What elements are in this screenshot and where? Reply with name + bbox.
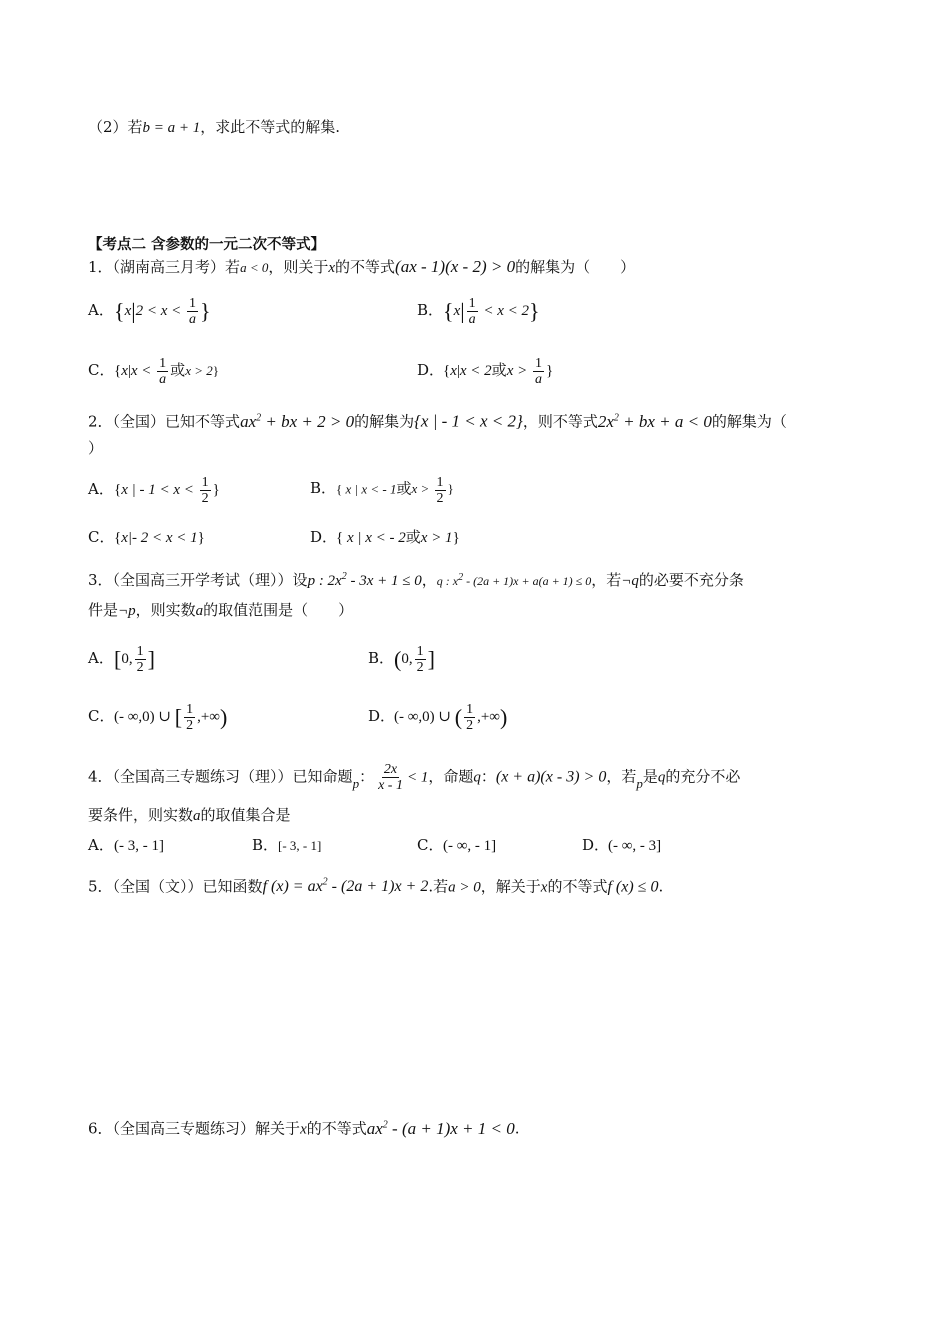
q1-text-mid: ，则关于 bbox=[268, 258, 329, 276]
q3-number: 3． bbox=[88, 571, 113, 589]
q4-option-c bbox=[417, 835, 496, 856]
q1-option-a-label: A． bbox=[88, 300, 114, 319]
section-heading: 【考点二 含参数的一元二次不等式】 bbox=[88, 237, 326, 253]
q4-ineq: (x + a)(x - 3) > 0 bbox=[495, 768, 607, 786]
q6-text2: 的不等式 bbox=[306, 1119, 367, 1138]
q3-option-d-label: D． bbox=[368, 706, 396, 725]
q3-not-p: ¬p bbox=[118, 603, 136, 619]
q5-function: f $(x) = ax^2 - (2a + 1)x + 2$ bbox=[262, 877, 429, 896]
q6-text1: （全国高三专题练习）解关于 bbox=[112, 1119, 301, 1138]
question-4 bbox=[88, 762, 740, 793]
q4-line2b: 的取值集合是 bbox=[200, 806, 291, 824]
q4-text2: ，命题 bbox=[428, 767, 474, 786]
q2-option-d-label: D． bbox=[310, 528, 338, 546]
q3-text3: 的必要不充分条 bbox=[638, 571, 744, 589]
q2-text1: （全国）已知不等式 bbox=[112, 412, 241, 431]
q4-colon: ： bbox=[359, 767, 375, 786]
q4-q: q bbox=[473, 769, 481, 786]
q4-option-b-label: B． bbox=[252, 836, 279, 854]
q3-p: p : $2x^2 - 3x + 1 \le 0$ bbox=[307, 571, 422, 589]
q1-condition: a < 0 bbox=[240, 260, 269, 275]
q3-option-b-label: B． bbox=[368, 648, 395, 667]
q3-option-c-label: C． bbox=[88, 706, 115, 725]
q1-inequality: (ax - 1)(x - 2) > 0 bbox=[395, 257, 516, 276]
question-5 bbox=[88, 873, 663, 897]
q1-option-b-math: {x| $\frac{1}{a}$ < x < 2} bbox=[443, 296, 540, 327]
q4-option-a bbox=[88, 835, 164, 856]
q4-text5: 的充分不必 bbox=[665, 767, 741, 786]
q4-p2: p bbox=[636, 775, 643, 791]
q4-option-d-label: D． bbox=[582, 836, 610, 854]
q2-option-b-or: 或 bbox=[396, 479, 412, 498]
q5-text1: （全国（文））已知函数 bbox=[112, 877, 263, 896]
part2-line bbox=[88, 117, 340, 138]
q1-option-b-label: B． bbox=[417, 300, 444, 319]
q2-option-d bbox=[310, 527, 460, 548]
q1-option-a-math: {x|2 < x < $\frac{1}{a}$ } bbox=[114, 296, 211, 327]
q4-text1: （全国高三专题练习（理））已知命题 bbox=[112, 767, 353, 786]
q5-ineq: f (x) ≤ 0 bbox=[607, 878, 659, 896]
q4-frac-den: x - 1 bbox=[378, 778, 403, 793]
q1-var: x bbox=[328, 260, 336, 276]
question-4-line2 bbox=[88, 805, 291, 826]
q2-text3: ，则不等式 bbox=[522, 412, 598, 431]
q1-option-c bbox=[88, 356, 219, 387]
q1-option-a bbox=[88, 296, 211, 327]
q1-option-d-math2: x > $\frac{1}{a}$ } bbox=[506, 356, 554, 387]
q3-line2c: 的取值范围是（ ） bbox=[203, 601, 354, 619]
q3-text2: ，若 bbox=[591, 571, 622, 589]
q4-option-c-math: (- ∞, - 1] bbox=[443, 838, 497, 854]
q4-option-b bbox=[252, 835, 321, 856]
q3-option-d-math: (- ∞,0) ∪ ( $\frac{1}{2}$ ,+∞) bbox=[394, 702, 508, 733]
q1-option-c-or: 或 bbox=[170, 360, 186, 379]
q3-option-d bbox=[368, 702, 507, 733]
q2-option-c-math: {x|- 2 < x < 1} bbox=[114, 530, 205, 546]
q3-line2a: 件是 bbox=[88, 601, 119, 619]
q2-option-b-label: B． bbox=[310, 479, 337, 498]
q2-option-c-label: C． bbox=[88, 528, 115, 546]
q5-cond: a > 0 bbox=[448, 879, 481, 896]
q6-end: . bbox=[514, 1119, 520, 1138]
q6-number: 6． bbox=[88, 1119, 113, 1138]
q4-fraction bbox=[376, 762, 405, 793]
q1-tail: 的解集为（ ） bbox=[515, 258, 636, 276]
q2-text4: 的解集为（ bbox=[711, 412, 787, 431]
q5-x: x bbox=[540, 879, 548, 896]
q1-option-d-math: {x|x < 2 bbox=[443, 362, 492, 379]
q5-number: 5． bbox=[88, 877, 113, 896]
q5-text2: .若 bbox=[428, 877, 449, 896]
q5-text3: ，解关于 bbox=[480, 877, 541, 896]
q2-option-c bbox=[88, 527, 205, 548]
q4-option-c-label: C． bbox=[417, 836, 444, 854]
q2-number: 2． bbox=[88, 412, 113, 431]
q3-option-a-label: A． bbox=[88, 648, 114, 667]
q2-ineq1: $ax^2$ + bx + 2 > 0 bbox=[240, 411, 355, 431]
q4-a: a bbox=[193, 808, 201, 824]
q3-option-a-math: [0, $\frac{1}{2}$ ] bbox=[114, 644, 155, 675]
q4-text3: ，若 bbox=[606, 767, 637, 786]
q3-q: q : $x^2 - (2a + 1)x + a(a + 1) \le 0$ bbox=[436, 572, 592, 588]
q2-set: {x | - 1 < x < 2} bbox=[414, 411, 523, 431]
q2-option-a bbox=[88, 475, 220, 506]
q2-close: ） bbox=[88, 439, 104, 457]
q1-option-c-label: C． bbox=[88, 360, 115, 379]
q1-option-d bbox=[417, 356, 553, 387]
q1-text-mid2: 的不等式 bbox=[335, 258, 396, 276]
q6-ineq: $ax^2 - (a + 1)x + 1 < 0$ bbox=[366, 1118, 515, 1138]
question-2 bbox=[88, 408, 787, 432]
q4-lt1: < 1 bbox=[406, 769, 429, 786]
q4-frac-num: 2x bbox=[383, 762, 398, 777]
q3-not-q: ¬q bbox=[621, 573, 639, 589]
part2-expr: b = a + 1 bbox=[142, 120, 201, 136]
q1-option-c-math2: x > 2} bbox=[185, 362, 219, 378]
q2-option-d-math2: x > 1} bbox=[420, 530, 460, 546]
q2-ineq2: $2x^2$ + bx + a < 0 bbox=[597, 411, 712, 431]
q1-source: （湖南高三月考）若 bbox=[112, 258, 241, 276]
part2-suffix: ，求此不等式的解集. bbox=[200, 118, 341, 136]
q1-option-d-label: D． bbox=[417, 360, 445, 379]
q2-option-a-label: A． bbox=[88, 479, 114, 498]
q4-option-b-math: [- 3, - 1] bbox=[278, 838, 322, 853]
part2-label: （2）若 bbox=[88, 118, 143, 136]
q3-line2b: ，则实数 bbox=[135, 601, 196, 619]
q2-option-d-or: 或 bbox=[405, 528, 421, 546]
q4-option-d-math: (- ∞, - 3] bbox=[608, 838, 662, 854]
q5-text4: 的不等式 bbox=[547, 877, 608, 896]
question-1 bbox=[88, 257, 635, 278]
question-3-line2 bbox=[88, 600, 353, 621]
q2-option-d-math: { x | x < - 2 bbox=[336, 530, 406, 546]
q4-option-a-label: A． bbox=[88, 836, 114, 854]
q3-option-a bbox=[88, 644, 155, 675]
q3-option-c-math: (- ∞,0) ∪ [ $\frac{1}{2}$ ,+∞) bbox=[114, 702, 228, 733]
question-6 bbox=[88, 1115, 520, 1140]
q2-option-a-math: {x | - 1 < x < $\frac{1}{2}$ } bbox=[114, 475, 220, 506]
q2-option-b bbox=[310, 475, 454, 506]
q1-option-c-math: {x|x < $\frac{1}{a}$ bbox=[114, 356, 167, 387]
q4-number: 4． bbox=[88, 767, 113, 786]
q2-text2: 的解集为 bbox=[354, 412, 415, 431]
q4-option-d bbox=[582, 835, 661, 856]
q6-x: x bbox=[300, 1121, 307, 1138]
q3-option-b bbox=[368, 644, 435, 675]
q5-end: . bbox=[658, 877, 664, 896]
q3-text1: （全国高三开学考试（理））设 bbox=[112, 571, 308, 589]
q3-option-b-math: (0, $\frac{1}{2}$ ] bbox=[394, 644, 435, 675]
q4-line2: 要条件，则实数 bbox=[88, 806, 194, 824]
q3-option-c bbox=[88, 702, 227, 733]
q4-option-a-math: (- 3, - 1] bbox=[114, 838, 164, 854]
q1-option-b bbox=[417, 296, 540, 327]
q4-text4: 是 bbox=[642, 767, 658, 786]
q2-option-b-math: { x | x < - 1 bbox=[336, 481, 397, 497]
q4-p: p bbox=[352, 775, 360, 791]
question-3: 3．（全国高三开学考试（理））设p : $2x^2 - 3x + 1 \le 0$，q : $x^2 - (2a + 1)x + a(a + 1) \le 0$，若¬q的必要不充分条 bbox=[88, 571, 744, 589]
q4-q2: q bbox=[657, 769, 666, 786]
q4-colon2: ： bbox=[480, 767, 496, 786]
q3-a: a bbox=[195, 603, 204, 619]
q1-number: 1． bbox=[88, 258, 113, 276]
q1-option-d-or: 或 bbox=[491, 360, 507, 379]
q2-option-b-math2: x > $\frac{1}{2}$ } bbox=[411, 475, 454, 506]
